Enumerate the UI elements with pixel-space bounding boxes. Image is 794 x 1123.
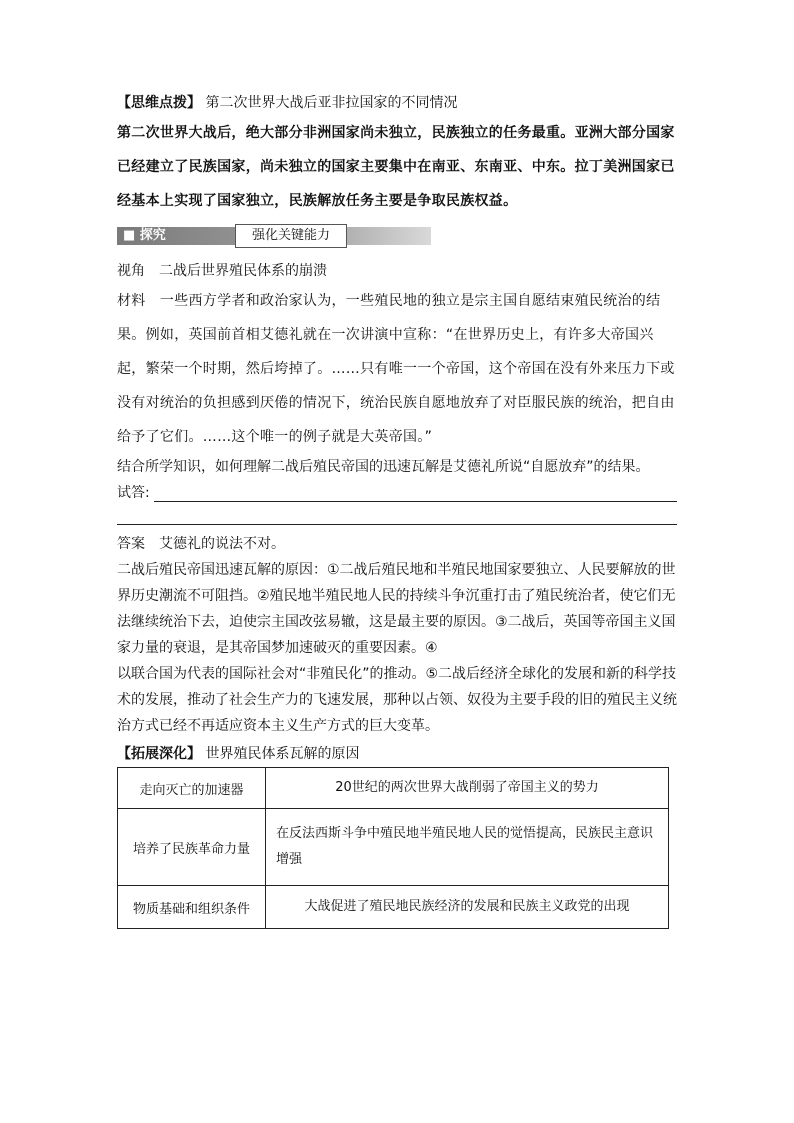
material-text: 材料 一些西方学者和政治家认为，一些殖民地的独立是宗主国自愿结束殖民统治的结果。例如，英国前首相艾德礼就在一次讲演中宣称：“在世界历史上，有许多大帝国兴起，繁荣一个时期，然后垮掉了。……只有唯一一个帝国，这个帝国在没有外来压力下或没有对统治的负担感到厌倦的情况下，统治民族自愿地放弃了对臣服民族的统治，把自由给予了它们。……这个唯一的例子就是大英帝国。” <box>117 293 675 445</box>
table-row <box>118 886 669 929</box>
table-row <box>118 768 669 809</box>
answer-body-2: 以联合国为代表的国际社会对“非殖民化”的推动。⑤二战后经济全球化的发展和新的科学技术的发展，推动了社会生产力的飞速发展，那种以占领、奴役为主要手段的旧的殖民主义统治方式已经不再适应资本主义生产方式的巨大变革。 <box>117 666 677 734</box>
thinking-tag: 【思维点拨】 <box>117 95 201 111</box>
table-value: 20世纪的两次世界大战削弱了帝国主义的势力 <box>266 768 669 809</box>
reasons-table <box>117 767 669 929</box>
banner-explore-label: ■ 探究 <box>123 228 166 243</box>
table-row <box>118 809 669 886</box>
table-value: 大战促进了殖民地民族经济的发展和民族主义政党的出现 <box>266 886 669 929</box>
thinking-body: 第二次世界大战后，绝大部分非洲国家尚未独立，民族独立的任务最重。亚洲大部分国家已经建立了民族国家，尚未独立的国家主要集中在南亚、东南亚、中东。拉丁美洲国家已经基本上实现了国家独立，民族解放任务主要是争取民族权益。 <box>117 125 675 209</box>
table-key: 物质基础和组织条件 <box>118 886 266 929</box>
table-key: 走向灭亡的加速器 <box>118 768 266 809</box>
table-key: 培养了民族革命力量 <box>118 809 266 886</box>
banner-subtitle: 强化关键能力 <box>235 224 347 248</box>
answer-blank-line[interactable] <box>117 502 677 525</box>
explore-banner <box>117 224 431 248</box>
page-content <box>117 90 677 929</box>
try-answer-label: 试答: <box>117 485 150 501</box>
try-answer-line[interactable] <box>117 480 677 502</box>
answer-body-1: 二战后殖民帝国迅速瓦解的原因：①二战后殖民地和半殖民地国家要独立、人民要解放的世界历史潮流不可阻挡。②殖民地半殖民地人民的持续斗争沉重打击了殖民统治者，使它们无法继续统治下去，迫使宗主国改弦易辙，这是最主要的原因。③二战后，英国等帝国主义国家力量的衰退，是其帝国梦加速破灭的重要因素。④ <box>117 562 676 656</box>
extension-header <box>117 741 677 767</box>
perspective: 视角 二战后世界殖民体系的崩溃 <box>117 263 327 279</box>
answer-label: 答案 艾德礼的说法不对。 <box>117 536 285 552</box>
question-text: 结合所学知识，如何理解二战后殖民帝国的迅速瓦解是艾德礼所说“自愿放弃”的结果。 <box>117 459 650 475</box>
extension-tag: 【拓展深化】 <box>117 746 201 762</box>
extension-title: 世界殖民体系瓦解的原因 <box>205 746 360 762</box>
thinking-header <box>117 90 677 116</box>
try-answer-blank[interactable] <box>154 485 677 502</box>
thinking-title: 第二次世界大战后亚非拉国家的不同情况 <box>205 95 458 111</box>
table-value: 在反法西斯斗争中殖民地半殖民地人民的觉悟提高，民族民主意识增强 <box>266 809 669 886</box>
